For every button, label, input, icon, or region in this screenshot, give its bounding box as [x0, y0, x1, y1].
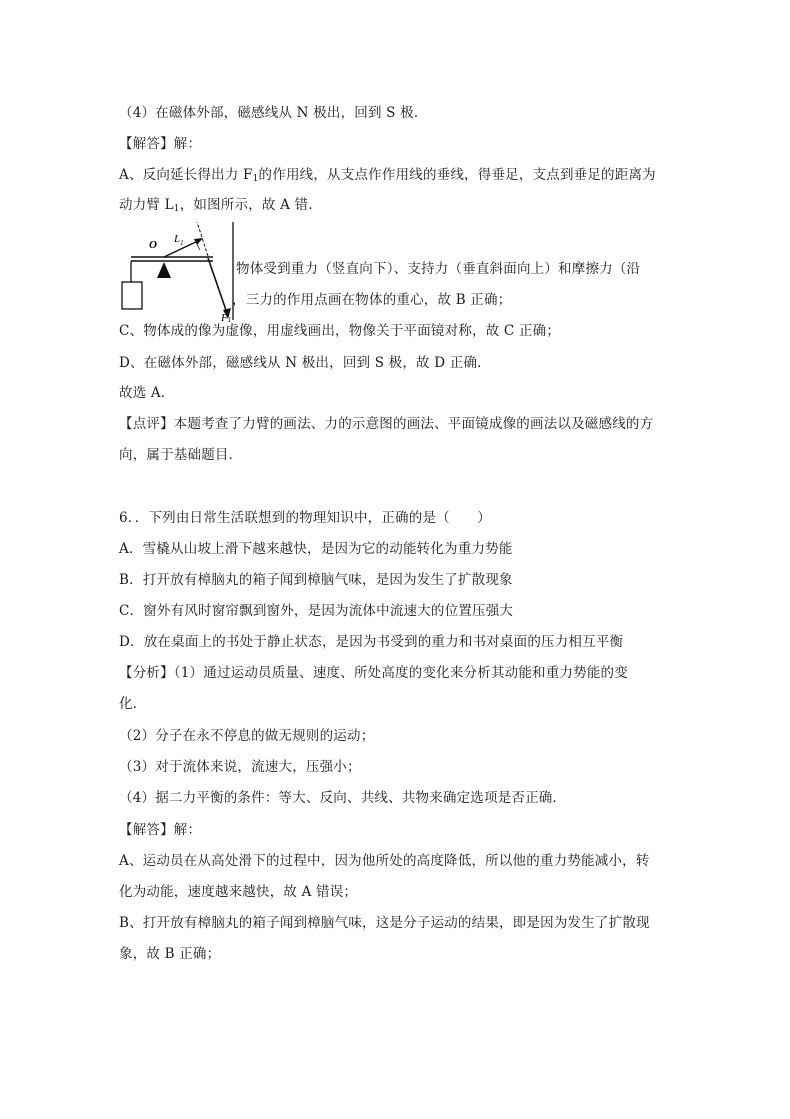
text-line: （4）在磁体外部，磁感线从 N 极出，回到 S 极． [119, 105, 428, 121]
label-o: O [149, 239, 157, 251]
text-line: 物体受到重力（竖直向下）、支持力（垂直斜面向上）和摩擦力（沿 [236, 261, 641, 277]
lever-diagram [117, 220, 235, 322]
subscript: 1 [252, 174, 259, 184]
text-segment: A、反向延长得出力 F [119, 167, 253, 183]
option-c: C．窗外有风时窗帘飘到窗外，是因为流体中流速大的位置压强大 [119, 603, 514, 619]
fulcrum-triangle [157, 262, 171, 278]
text-line: 【解答】解： [119, 136, 202, 152]
text-line: 【解答】解： [119, 822, 202, 838]
text-line: C、物体成的像为虚像，用虚线画出，物像关于平面镜对称，故 C 正确； [119, 323, 561, 339]
question-title: 6．．下列由日常生活联想到的物理知识中，正确的是（ ） [119, 510, 491, 526]
text-line: （2）分子在永不停息的做无规则的运动； [119, 728, 375, 744]
text-line: 向，属于基础题目． [119, 447, 243, 463]
text-line: 【点评】本题考查了力臂的画法、力的示意图的画法、平面镜成像的画法以及磁感线的方 [119, 416, 654, 432]
text-line: 故选 A． [119, 385, 175, 401]
text-line [119, 166, 656, 188]
label-f1: F1 [221, 312, 232, 322]
text-line: 【分析】（1）通过运动员质量、速度、所处高度的变化来分析其动能和重力势能的变 [119, 665, 628, 681]
force-f1-line [208, 258, 228, 316]
text-line: A、运动员在从高处滑下的过程中，因为他所处的高度降低，所以他的重力势能减小，转 [119, 853, 650, 869]
text-line: D、在磁体外部，磁感线从 N 极出，回到 S 极，故 D 正确． [119, 355, 491, 371]
text-line [119, 196, 322, 218]
text-segment: ，如图所示，故 A 错． [179, 197, 322, 213]
text-line: 化． [119, 696, 147, 712]
text-segment: 动力臂 L [119, 197, 174, 213]
option-b: B．打开放有樟脑丸的箱子闻到樟脑气味，是因为发生了扩散现象 [119, 572, 513, 588]
arm-l1-arrowhead [194, 238, 203, 245]
option-d: D．放在桌面上的书处于静止状态，是因为书受到的重力和书对桌面的压力相互平衡 [119, 634, 624, 650]
text-segment: 的作用线，从支点作作用线的垂线，得垂足，支点到垂足的距离为 [258, 167, 656, 183]
text-line: 化为动能，速度越来越快，故 A 错误； [119, 884, 358, 900]
hanging-block [122, 282, 142, 309]
text-line: ，三力的作用点画在物体的重心，故 B 正确； [232, 292, 512, 308]
text-line: （3）对于流体来说，流速大，压强小； [119, 759, 361, 775]
text-line: B、打开放有樟脑丸的箱子闻到樟脑气味，这是分子运动的结果，即是因为发生了扩散现 [119, 915, 650, 931]
text-line: （4）据二力平衡的条件：等大、反向、共线、共物来确定选项是否正确． [119, 790, 567, 806]
subscript: 1 [173, 204, 180, 214]
text-line: 象，故 B 正确； [119, 946, 221, 962]
option-a: A．雪橇从山坡上滑下越来越快，是因为它的动能转化为重力势能 [119, 541, 513, 557]
label-l1: $L_1$ [174, 233, 184, 247]
